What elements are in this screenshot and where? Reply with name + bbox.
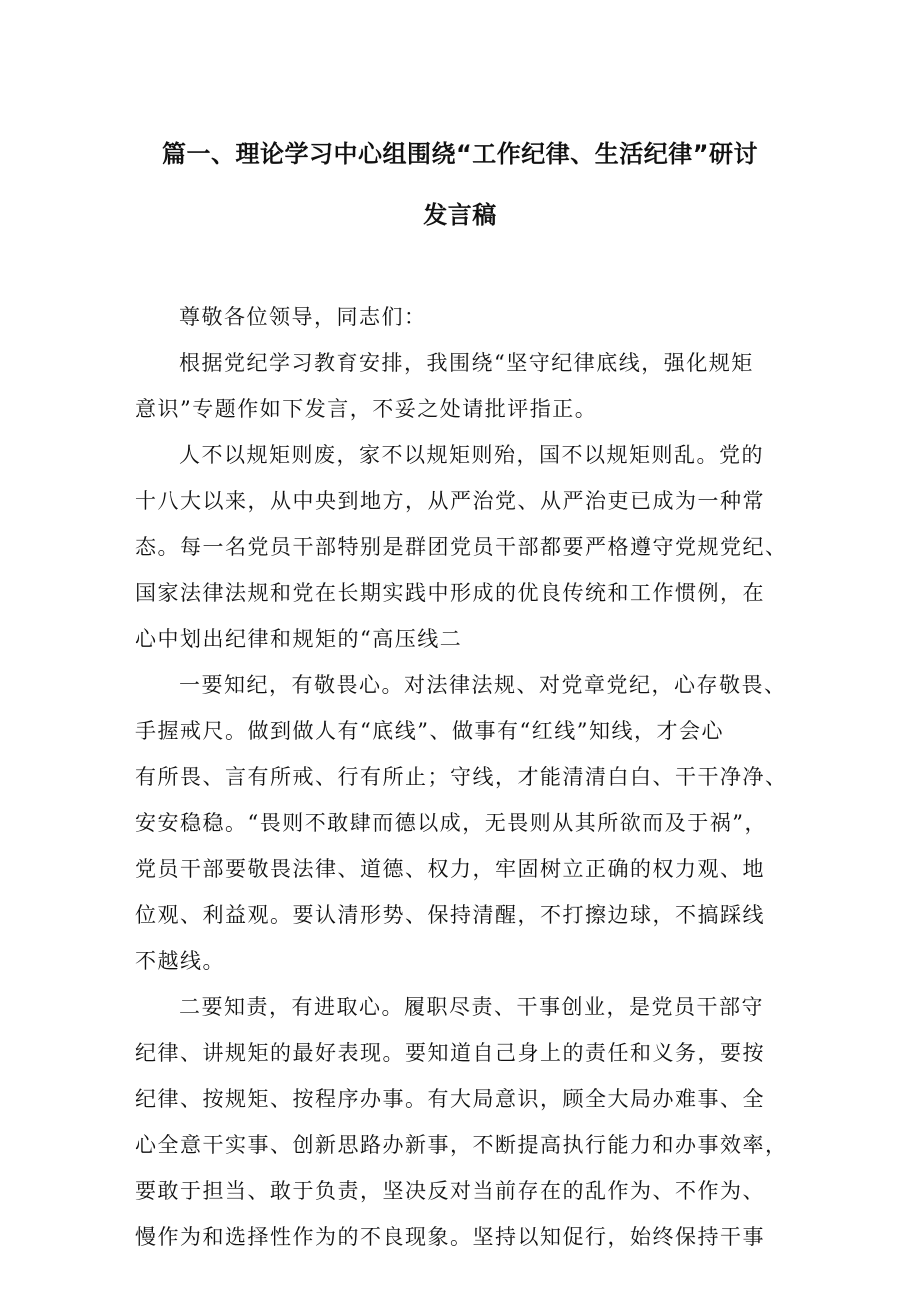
paragraph-3-line-7: 不越线。 bbox=[135, 949, 225, 973]
paragraph-4-line-5: 要敢于担当、敢于负责，坚决反对当前存在的乱作为、不作为、 bbox=[135, 1179, 765, 1203]
paragraph-4-line-3: 纪律、按规矩、按程序办事。有大局意识，顾全大局办难事、全 bbox=[135, 1087, 765, 1111]
document-title-line-1: 篇一、理论学习中心组围绕“工作纪律、生活纪律”研讨 bbox=[161, 140, 759, 168]
paragraph-4-line-6: 慢作为和选择性作为的不良现象。坚持以知促行，始终保持干事 bbox=[135, 1225, 765, 1249]
paragraph-2-line-3: 态。每一名党员干部特别是群团党员干部都要严格遵守党规党纪、 bbox=[135, 535, 788, 559]
paragraph-3-line-4: 安安稳稳。“畏则不敢肆而德以成，无畏则从其所欲而及于祸”， bbox=[135, 811, 767, 835]
salutation-line: 尊敬各位领导，同志们： bbox=[179, 305, 427, 329]
paragraph-4-line-1: 二要知责，有进取心。履职尽责、干事创业，是党员干部守 bbox=[179, 995, 764, 1019]
paragraph-3-line-2: 手握戒尺。做到做人有“底线”、做事有“红线”知线，才会心 bbox=[135, 719, 724, 743]
paragraph-2-line-2: 十八大以来，从中央到地方，从严治党、从严治吏已成为一种常 bbox=[135, 489, 765, 513]
document-title-line-2: 发言稿 bbox=[423, 201, 497, 229]
paragraph-1-line-2: 意识”专题作如下发言，不妥之处请批评指正。 bbox=[135, 397, 598, 421]
paragraph-3-line-3: 有所畏、言有所戒、行有所止；守线，才能清清白白、干干净净、 bbox=[135, 765, 788, 789]
paragraph-3-line-1: 一要知纪，有敬畏心。对法律法规、对党章党纪，心存敬畏、 bbox=[179, 673, 787, 697]
paragraph-4-line-4: 心全意干实事、创新思路办新事，不断提高执行能力和办事效率， bbox=[135, 1133, 788, 1157]
paragraph-3-line-5: 党员干部要敬畏法律、道德、权力，牢固树立正确的权力观、地 bbox=[135, 857, 765, 881]
paragraph-2-line-1: 人不以规矩则废，家不以规矩则殆，国不以规矩则乱。党的 bbox=[179, 443, 764, 467]
paragraph-1-line-1: 根据党纪学习教育安排，我围绕“坚守纪律底线，强化规矩 bbox=[179, 351, 754, 375]
paragraph-2-line-5: 心中划出纪律和规矩的“高压线二 bbox=[135, 627, 463, 651]
paragraph-2-line-4: 国家法律法规和党在长期实践中形成的优良传统和工作惯例，在 bbox=[135, 581, 765, 605]
paragraph-4-line-2: 纪律、讲规矩的最好表现。要知道自己身上的责任和义务，要按 bbox=[135, 1041, 765, 1065]
document-body bbox=[135, 294, 795, 1260]
paragraph-3-line-6: 位观、利益观。要认清形势、保持清醒，不打擦边球，不搞踩线 bbox=[135, 903, 765, 927]
